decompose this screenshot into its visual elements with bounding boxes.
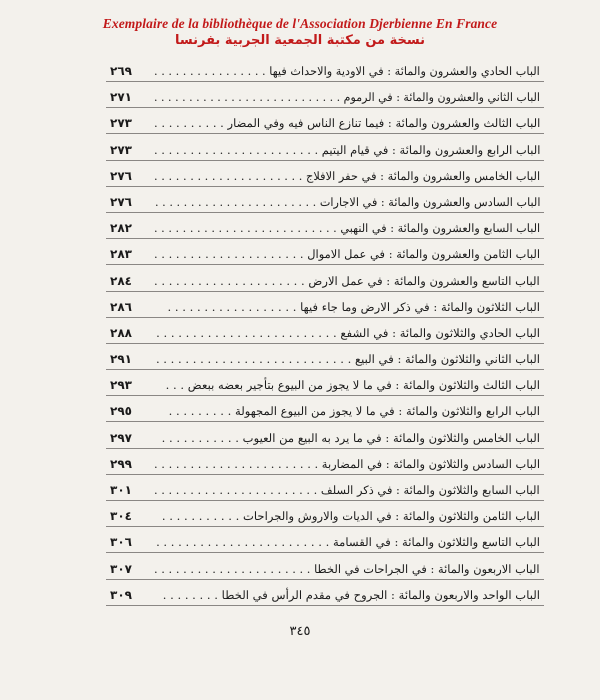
toc-entry-title: الباب الثاني والعشرون والمائة : في الرموم . . . . . . . . . . . . . . . . . . . . . . . . . . .: [154, 90, 540, 105]
toc-entry-title: الباب السادس والعشرون والمائة : في الاجارات . . . . . . . . . . . . . . . . . . . . . . .: [154, 194, 540, 209]
toc-entry-page: ٢٩٧: [110, 430, 132, 445]
toc-entry-page: ٢٩٩: [110, 456, 132, 471]
toc-entry-title: الباب التاسع والثلاثون والمائة : في القسامة . . . . . . . . . . . . . . . . . . . . . . . .: [156, 535, 540, 550]
toc-entry-title: الباب الثامن والثلاثون والمائة : في الديات والاروش والجراحات . . . . . . . . . . .: [161, 509, 540, 524]
toc-entry-page: ٢٨٤: [110, 273, 132, 288]
toc-entry-page: ٢٨٦: [110, 299, 132, 314]
toc-entry: [110, 61, 540, 82]
toc-entry-page: ٢٨٣: [110, 247, 132, 262]
toc-entry: [110, 559, 540, 580]
toc-entry-page: ٢٩٣: [110, 378, 132, 393]
toc-entry-title: الباب التاسع والعشرون والمائة : في عمل الارض . . . . . . . . . . . . . . . . . . . . .: [154, 273, 540, 288]
toc-entry-title: الباب السابع والثلاثون والمائة : في ذكر السلف . . . . . . . . . . . . . . . . . . . . . . .: [154, 483, 540, 497]
toc-entry-page: ٣٠٤: [110, 509, 132, 524]
toc-entry-page: ٣٠٦: [110, 535, 132, 550]
toc-entry: [110, 218, 540, 239]
toc-entry: [110, 192, 540, 213]
toc-entry: [110, 244, 540, 265]
toc-entry-page: ٢٧٣: [110, 142, 132, 157]
toc-entry-page: ٢٧٦: [110, 194, 132, 209]
toc-entry: [110, 271, 540, 292]
toc-entry: [110, 401, 540, 422]
toc-entry-page: ٢٦٩: [110, 64, 132, 78]
toc-entry-title: الباب الثاني والثلاثون والمائة : في البيع . . . . . . . . . . . . . . . . . . . . . . . . . . .: [155, 352, 540, 367]
toc-entry: [110, 349, 540, 370]
toc-entry: [110, 87, 540, 108]
toc-entry-title: الباب الواحد والاربعون والمائة : الجروح في مقدم الرأس في الخطا . . . . . . . .: [162, 587, 540, 602]
toc-entry-title: الباب الخامس والثلاثون والمائة : في ما يرد به البيع من العيوب . . . . . . . . . . .: [161, 430, 540, 445]
toc-entry-page: ٣٠٧: [110, 561, 132, 576]
toc-entry-page: ٢٩٥: [110, 404, 132, 419]
toc-entry: [110, 375, 540, 396]
toc-entry-page: ٢٧٣: [110, 116, 132, 131]
page-number: ٣٤٥: [289, 624, 311, 639]
library-header-french: Exemplaire de la bibliothèque de l'Association Djerbienne En France: [102, 16, 498, 31]
toc-entry-title: الباب الرابع والثلاثون والمائة : في ما لا يجوز من البيوع المجهولة . . . . . . . . .: [168, 404, 540, 419]
toc-entry-page: ٢٧١: [110, 90, 132, 105]
toc-entry: [110, 454, 540, 475]
toc-entry: [110, 297, 540, 318]
toc-entry: [110, 428, 540, 449]
toc-entry-page: ٣٠٩: [110, 587, 132, 602]
toc-entry-title: الباب الرابع والعشرون والمائة : في قيام اليتيم . . . . . . . . . . . . . . . . . . . . . . .: [153, 142, 540, 157]
toc-entry-title: الباب الحادي والثلاثون والمائة : في الشفع . . . . . . . . . . . . . . . . . . . . . . . . .: [156, 325, 540, 340]
toc-entry-title: الباب الثلاثون والمائة : في ذكر الارض وما جاء فيها . . . . . . . . . . . . . . . . . .: [167, 299, 540, 314]
toc-entry-title: الباب الثالث والثلاثون والمائة : في ما لا يجوز من البيوع بتأجير بعضه ببعض . . .: [165, 378, 540, 393]
toc-entry-page: ٢٧٦: [110, 168, 132, 183]
toc-entry-title: الباب السادس والثلاثون والمائة : في المضاربة . . . . . . . . . . . . . . . . . . . . . . .: [153, 456, 540, 471]
toc-entry: [110, 113, 540, 134]
toc-entry-title: الباب الثامن والعشرون والمائة : في عمل الاموال . . . . . . . . . . . . . . . . . . . . .: [153, 247, 540, 262]
toc-entry-title: الباب الحادي والعشرون والمائة : في الاودية والاحداث فيها . . . . . . . . . . . . . . . .: [154, 64, 540, 78]
toc-entry: [110, 166, 540, 187]
toc-entry-page: ٢٩١: [110, 352, 132, 367]
toc-entry: [110, 532, 540, 553]
toc-entry: [110, 585, 540, 606]
table-of-contents: [110, 61, 540, 611]
toc-entry-title: الباب الخامس والعشرون والمائة : في حفر الافلاج . . . . . . . . . . . . . . . . . . . . .: [153, 168, 540, 183]
toc-entry-title: الباب الاربعون والمائة : في الجراحات في الخطا . . . . . . . . . . . . . . . . . . . . . .: [154, 561, 540, 576]
toc-entry-page: ٢٨٢: [110, 221, 132, 236]
toc-entry: [110, 140, 540, 161]
toc-entry: [110, 480, 540, 501]
toc-entry-title: الباب السابع والعشرون والمائة : في النهبي . . . . . . . . . . . . . . . . . . . . . . . . . .: [153, 221, 540, 236]
toc-entry: [110, 506, 540, 527]
toc-entry-page: ٢٨٨: [110, 325, 132, 340]
library-header-arabic: نسخة من مكتبة الجمعية الجربية بفرنسا: [175, 33, 425, 48]
toc-entry: [110, 323, 540, 344]
toc-entry-page: ٣٠١: [110, 483, 132, 497]
toc-entry-title: الباب الثالث والعشرون والمائة : فيما تنازع الناس فيه وفي المضار . . . . . . . . . .: [153, 116, 540, 131]
